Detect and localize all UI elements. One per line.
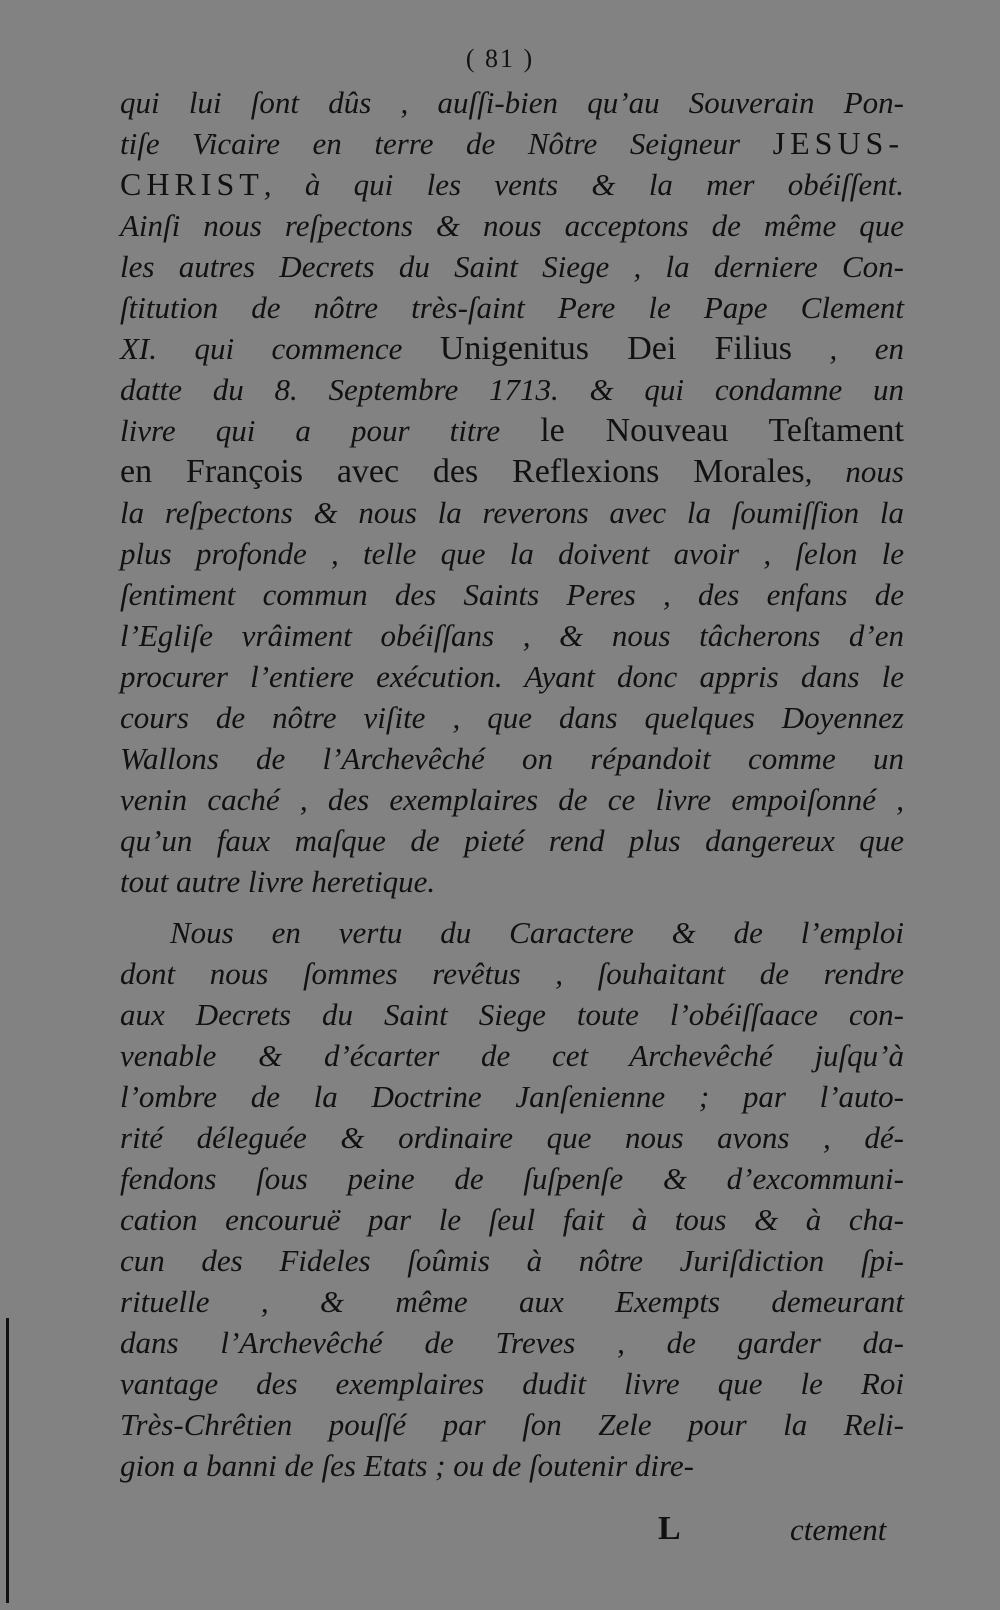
italic-text: , en xyxy=(792,331,904,366)
text-line xyxy=(120,912,904,953)
italic-text: rité déleguée & ordinaire que nous avons , dé- xyxy=(120,1120,904,1155)
signature-mark: L xyxy=(658,1510,681,1547)
italic-text: Wallons de l’Archevêché on répandoit comme un xyxy=(120,741,904,776)
text-line xyxy=(120,328,904,369)
text-line xyxy=(120,369,904,410)
italic-text: tiſe Vicaire en terre de Nôtre Seigneur xyxy=(120,126,773,161)
text-line xyxy=(120,1117,904,1158)
text-line xyxy=(120,779,904,820)
italic-text: venin caché , des exemplaires de ce livre empoiſonné , xyxy=(120,782,904,817)
text-line xyxy=(120,738,904,779)
italic-text: tout autre livre heretique. xyxy=(120,864,436,899)
italic-text: la reſpectons & nous la reverons avec la ſoumiſſion la xyxy=(120,495,904,530)
italic-text: procurer l’entiere exécution. Ayant donc appris dans le xyxy=(120,659,904,694)
italic-text: qui lui ſont dûs , auſſi-bien qu’au Souverain Pon- xyxy=(120,85,904,120)
smallcaps-text: JESUS- xyxy=(772,125,904,161)
italic-text: dans l’Archevêché de Treves , de garder da- xyxy=(120,1325,904,1360)
italic-text: l’Egliſe vrâiment obéiſſans , & nous tâcherons d’en xyxy=(120,618,904,653)
italic-text: les autres Decrets du Saint Siege , la derniere Con- xyxy=(120,249,904,284)
text-line xyxy=(120,123,904,164)
italic-text: , à qui les vents & la mer obéiſſent. xyxy=(263,167,904,202)
italic-text: vantage des exemplaires dudit livre que le Roi xyxy=(120,1366,904,1401)
text-line xyxy=(120,1240,904,1281)
text-line xyxy=(120,410,904,451)
text-line xyxy=(120,1281,904,1322)
italic-text: l’ombre de la Doctrine Janſenienne ; par l’auto- xyxy=(120,1079,904,1114)
text-line xyxy=(120,1158,904,1199)
italic-text: ſtitution de nôtre très-ſaint Pere le Pape Clement xyxy=(120,290,904,325)
italic-text: gion a banni de ſes Etats ; ou de ſoutenir dire- xyxy=(120,1448,694,1483)
italic-text: cours de nôtre viſite , que dans quelques Doyennez xyxy=(120,700,904,735)
text-line xyxy=(120,656,904,697)
text-line xyxy=(120,533,904,574)
text-line xyxy=(120,994,904,1035)
text-line xyxy=(120,451,904,492)
italic-text: plus profonde , telle que la doivent avoir , ſelon le xyxy=(120,536,904,571)
italic-text: cation encouruë par le ſeul fait à tous & à cha- xyxy=(120,1202,904,1237)
text-line xyxy=(120,164,904,205)
italic-text: XI. qui commence xyxy=(120,331,440,366)
italic-text: , nous xyxy=(804,454,904,489)
text-line xyxy=(120,820,904,861)
text-line xyxy=(120,1199,904,1240)
italic-text: Très-Chrêtien pouſſé par ſon Zele pour la Reli- xyxy=(120,1407,904,1442)
text-line xyxy=(120,861,904,902)
margin-rule xyxy=(6,1318,9,1603)
italic-text: venable & d’écarter de cet Archevêché juſqu’à xyxy=(120,1038,904,1073)
italic-text: rituelle , & même aux Exempts demeurant xyxy=(120,1284,904,1319)
page-footer xyxy=(0,1510,1000,1560)
text-line xyxy=(120,615,904,656)
text-line xyxy=(120,287,904,328)
text-line xyxy=(120,574,904,615)
text-line xyxy=(120,492,904,533)
italic-text: Ainſi nous reſpectons & nous acceptons de même que xyxy=(120,208,904,243)
italic-text: cun des Fideles ſoûmis à nôtre Juriſdiction ſpi- xyxy=(120,1243,904,1278)
roman-text: Unigenitus Dei Filius xyxy=(439,330,793,367)
text-line xyxy=(120,953,904,994)
smallcaps-text: CHRIST xyxy=(120,166,264,202)
italic-text: livre qui a pour titre xyxy=(120,413,541,448)
text-line xyxy=(120,1404,904,1445)
text-line xyxy=(120,1035,904,1076)
catchword: ctement xyxy=(790,1512,887,1547)
text-line xyxy=(120,1076,904,1117)
italic-text: fendons ſous peine de ſuſpenſe & d’excommuni- xyxy=(120,1161,904,1196)
roman-text: le Nouveau Teſtament xyxy=(540,412,904,449)
italic-text: ſentiment commun des Saints Peres , des enfans de xyxy=(120,577,904,612)
page-number: ( 81 ) xyxy=(465,44,535,73)
text-line xyxy=(120,246,904,287)
italic-text: datte du 8. Septembre 1713. & qui condamne un xyxy=(120,372,904,407)
roman-text: en François avec des Reflexions Morales xyxy=(120,453,805,490)
text-line xyxy=(120,1445,904,1486)
text-line xyxy=(120,1363,904,1404)
italic-text: dont nous ſommes revêtus , ſouhaitant de rendre xyxy=(120,956,904,991)
paragraph-2 xyxy=(120,912,904,1486)
text-line xyxy=(120,82,904,123)
italic-text: qu’un faux maſque de pieté rend plus dangereux que xyxy=(120,823,904,858)
italic-text: Nous en vertu du Caractere & de l’emploi xyxy=(170,915,904,950)
italic-text: aux Decrets du Saint Siege toute l’obéiſſaace con- xyxy=(120,997,904,1032)
text-line xyxy=(120,205,904,246)
text-line xyxy=(120,1322,904,1363)
text-line xyxy=(120,697,904,738)
paragraph-1 xyxy=(120,82,904,902)
